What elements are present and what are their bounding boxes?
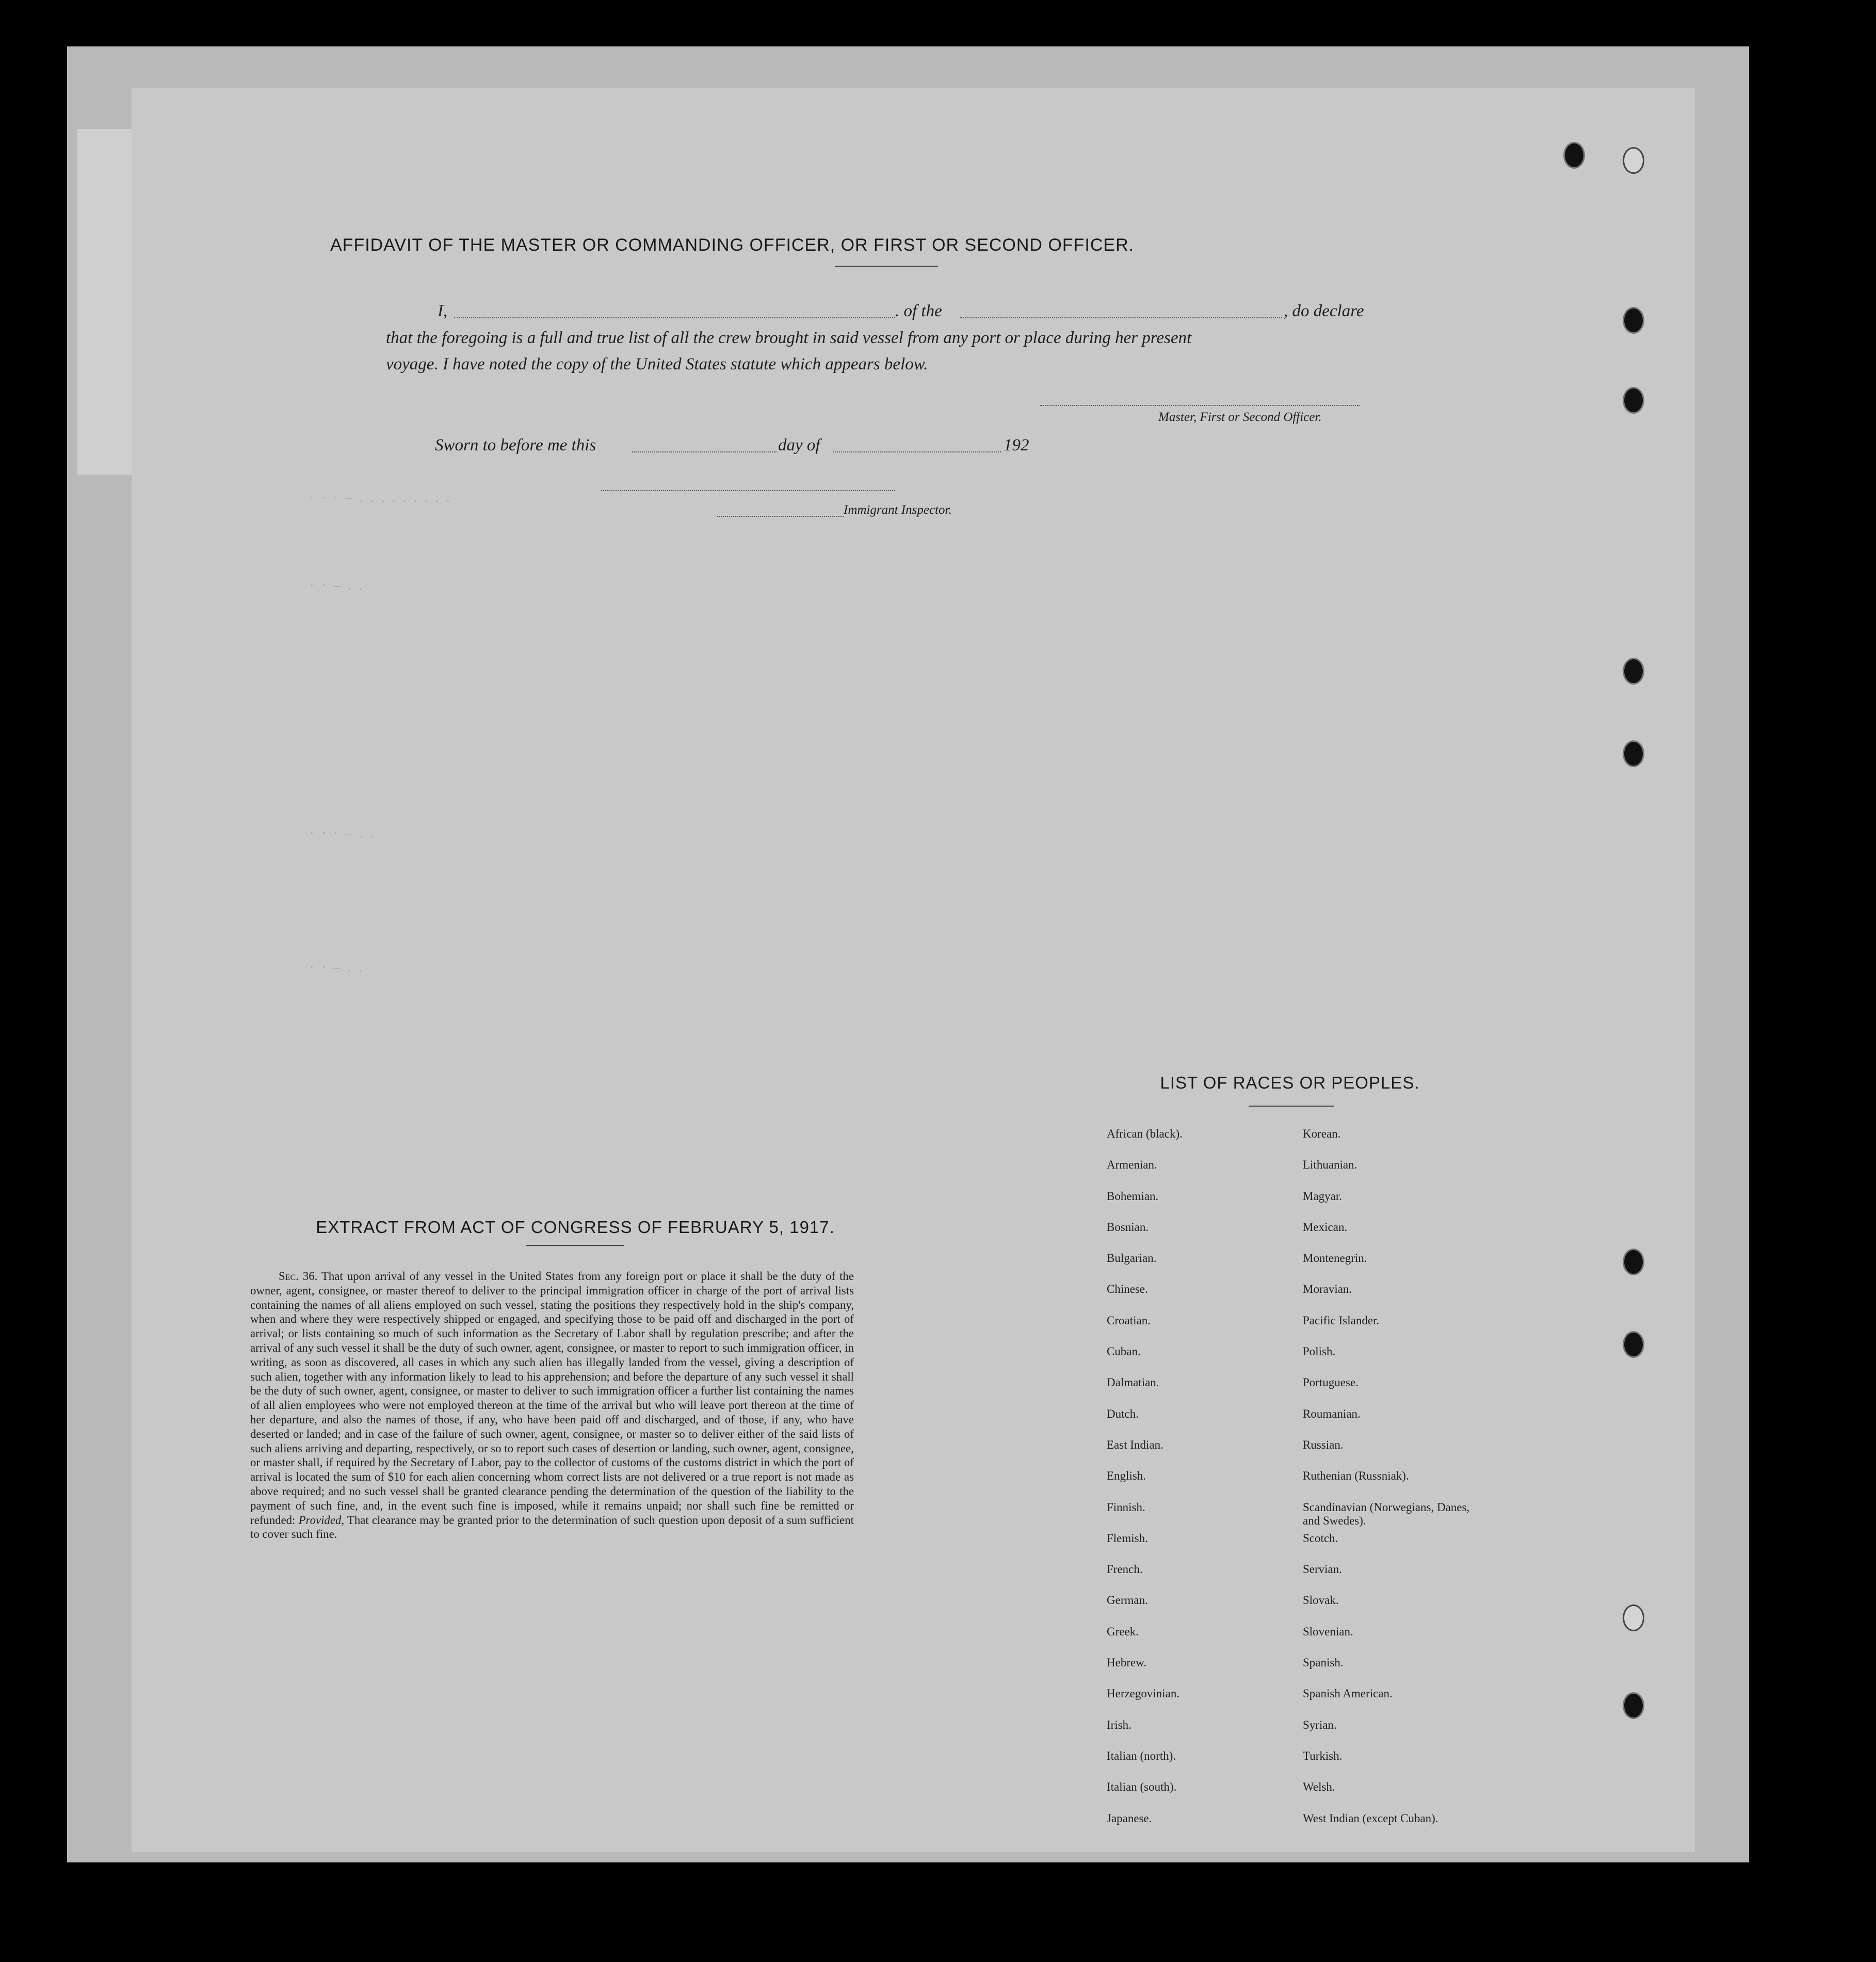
punch-hole: [1623, 147, 1644, 174]
race-item: Bosnian.: [1107, 1220, 1149, 1234]
of-the-label: . of the: [895, 302, 942, 320]
race-item: Spanish.: [1303, 1656, 1344, 1669]
race-item: Hebrew.: [1107, 1656, 1147, 1669]
punch-hole: [1623, 740, 1644, 767]
race-item: Armenian.: [1107, 1158, 1157, 1172]
do-declare-label: , do declare: [1284, 302, 1364, 320]
race-item: English.: [1107, 1469, 1146, 1483]
name-blank: [454, 317, 895, 318]
race-item: Flemish.: [1107, 1531, 1148, 1545]
races-left-column: [1107, 1127, 1183, 1843]
race-item: Greek.: [1107, 1625, 1139, 1638]
bleed-through-marks: · · – . .: [310, 578, 364, 593]
race-item: Moravian.: [1303, 1283, 1352, 1296]
race-item: Slovenian.: [1303, 1625, 1353, 1638]
race-item: Cuban.: [1107, 1345, 1141, 1358]
inspector-signature-line: [601, 490, 895, 491]
vessel-blank: [960, 317, 1282, 318]
race-item: Welsh.: [1303, 1780, 1335, 1794]
race-item: Bulgarian.: [1107, 1252, 1157, 1265]
title-divider: [835, 266, 938, 267]
race-item: Italian (north).: [1107, 1749, 1176, 1762]
inspector-name-line: [717, 516, 844, 517]
race-item: Herzegovinian.: [1107, 1687, 1180, 1700]
race-item: French.: [1107, 1563, 1143, 1576]
race-item: Mexican.: [1303, 1220, 1348, 1234]
race-item: Japanese.: [1107, 1811, 1152, 1825]
sworn-label: Sworn to before me this: [435, 436, 596, 455]
bleed-through-marks: · · – . .: [310, 960, 364, 975]
punch-hole: [1563, 142, 1585, 169]
punch-hole: [1623, 307, 1644, 334]
race-item: Croatian.: [1107, 1314, 1151, 1327]
section-label: Sec. 36.: [279, 1270, 318, 1283]
i-label: I,: [438, 302, 448, 320]
race-item: Dalmatian.: [1107, 1376, 1159, 1389]
affidavit-title: AFFIDAVIT OF THE MASTER OR COMMANDING OFFICER, OR FIRST OR SECOND OFFICER.: [330, 235, 1135, 255]
race-item: Korean.: [1303, 1127, 1341, 1140]
race-item: Servian.: [1303, 1563, 1343, 1576]
day-of-label: day of: [778, 436, 820, 455]
inspector-caption: Immigrant Inspector.: [844, 503, 952, 517]
race-item: Finnish.: [1107, 1500, 1145, 1514]
race-item: Magyar.: [1303, 1189, 1343, 1203]
year-label: 192: [1004, 436, 1029, 455]
race-item: Pacific Islander.: [1303, 1314, 1380, 1327]
proviso-word: Provided,: [298, 1513, 345, 1527]
race-item: Portuguese.: [1303, 1376, 1359, 1389]
race-item: German.: [1107, 1594, 1148, 1607]
race-item: West Indian (except Cuban).: [1303, 1811, 1438, 1825]
bleed-through-marks: · · · – . .: [310, 825, 376, 840]
affidavit-line-2: that the foregoing is a full and true list of all the crew brought in said vessel from any port or place during her present: [386, 329, 1192, 347]
race-item: East Indian.: [1107, 1438, 1163, 1451]
race-item: African (black).: [1107, 1127, 1183, 1140]
race-item: Syrian.: [1303, 1718, 1337, 1731]
day-blank: [632, 451, 777, 452]
punch-hole: [1623, 658, 1644, 685]
month-blank: [833, 451, 1001, 452]
race-item: Bohemian.: [1107, 1189, 1159, 1203]
race-item: Spanish American.: [1303, 1687, 1393, 1700]
bleed-through-marks: · · · – . . . . . . . . .: [310, 490, 452, 505]
punch-hole: [1623, 1692, 1644, 1719]
punch-hole: [1623, 1604, 1644, 1631]
statute-proviso: That clearance may be granted prior to the determination of such question upon deposit of a sum sufficient to cover such fine.: [250, 1513, 854, 1541]
master-signature-line: [1040, 405, 1360, 406]
race-item: Polish.: [1303, 1345, 1336, 1358]
race-item: Scotch.: [1303, 1531, 1338, 1545]
punch-hole: [1623, 1248, 1644, 1275]
race-item: Italian (south).: [1107, 1780, 1177, 1794]
punch-hole: [1623, 387, 1644, 414]
races-divider: [1249, 1106, 1334, 1107]
left-tab-strip: [77, 129, 134, 475]
race-item: Lithuanian.: [1303, 1158, 1357, 1172]
race-item: Scandinavian (Norwegians, Danes, and Swedes).: [1303, 1500, 1470, 1527]
race-item: Chinese.: [1107, 1283, 1148, 1296]
race-item: Roumanian.: [1303, 1407, 1361, 1420]
race-item: Dutch.: [1107, 1407, 1139, 1420]
race-item: Russian.: [1303, 1438, 1344, 1451]
race-item: Irish.: [1107, 1718, 1131, 1731]
extract-divider: [526, 1245, 624, 1246]
master-caption: Master, First or Second Officer.: [1158, 410, 1322, 424]
race-item: Turkish.: [1303, 1749, 1343, 1762]
statute-text: [250, 1269, 854, 1542]
races-title: LIST OF RACES OR PEOPLES.: [1160, 1073, 1420, 1092]
races-right-column: [1303, 1127, 1473, 1843]
race-item: Montenegrin.: [1303, 1252, 1367, 1265]
punch-hole: [1623, 1331, 1644, 1358]
statute-body: That upon arrival of any vessel in the United States from any foreign port or place it shall be the duty of the owner, agent, consignee, or master thereof to deliver to the principal immigration officer in charge of the port of arrival lists containing the names of all aliens employed on such vessel, stating the positions they respectively hold in the ship's company, when and where they were respectively shipped or engaged, and specifying those to be paid off and discharged in the port of arrival; or lists containing so much of such information as the Secretary of Labor shall by regulation prescribe; and after the arrival of any such vessel it shall be the duty of such owner, agent, consignee, or master to report to such immigration officer, in writing, as soon as discovered, all cases in which any such alien has illegally landed from the vessel, giving a description of such alien, together with any information likely to lead to his apprehension; and before the departure of any such vessel it shall be the duty of such owner, agent, consignee, or master to deliver to such immigration officer a further list containing the names of all alien employees who were not employed thereon at the time of the arrival but who will leave port thereon at the time of her departure, and also the names of those, if any, who have been paid off and discharged, and of those, if any, who have deserted or landed; and in case of the failure of such owner, agent, consignee, or master so to deliver either of the said lists of such aliens arriving and departing, respectively, or so to report such cases of desertion or landing, such owner, agent, consignee, or master shall, if required by the Secretary of Labor, pay to the collector of customs of the customs district in which the port of arrival is located the sum of $10 for each alien concerning whom correct lists are not delivered or a true report is not made as above required; and no such vessel shall be granted clearance pending the determination of the question of the liability to the payment of such fine, and, in the event such fine is imposed, while it remains unpaid; nor shall such fine be remitted or refunded:: [250, 1270, 854, 1527]
affidavit-line-3: voyage. I have noted the copy of the United States statute which appears below.: [386, 355, 928, 374]
race-item: Ruthenian (Russniak).: [1303, 1469, 1409, 1483]
extract-title: EXTRACT FROM ACT OF CONGRESS OF FEBRUARY 5, 1917.: [316, 1218, 835, 1237]
race-item: Slovak.: [1303, 1594, 1339, 1607]
